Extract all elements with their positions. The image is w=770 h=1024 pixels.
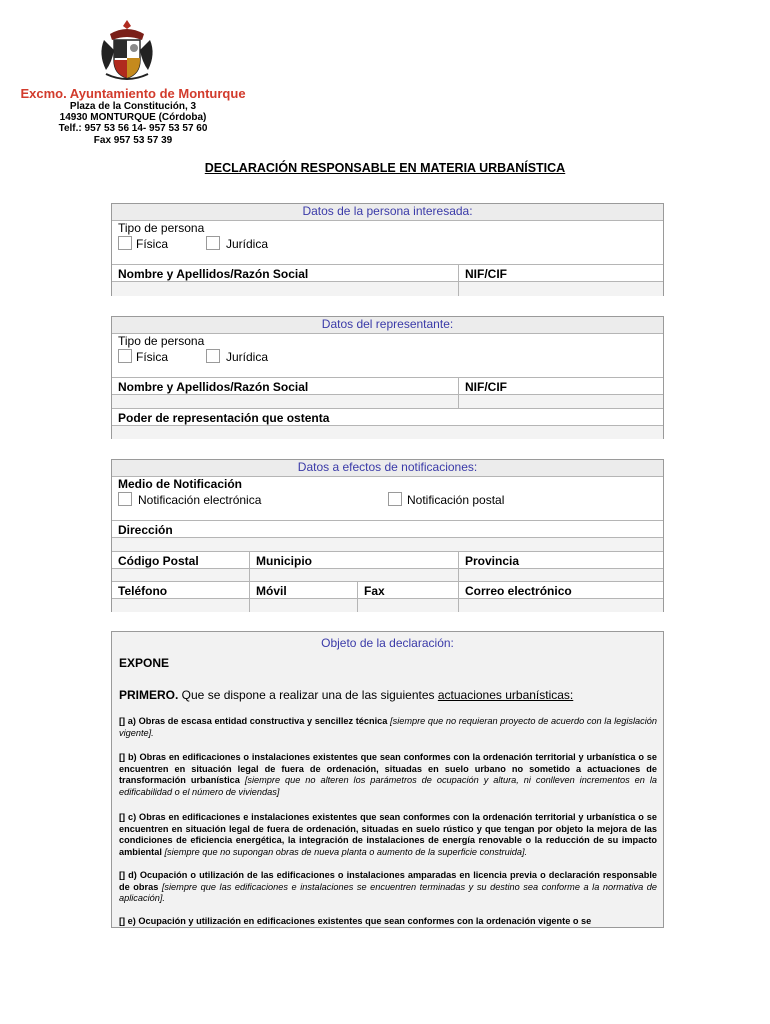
option-c-text: [] c) Obras en edificaciones e instalaciones existentes que sean conformes con la ordenación territorial y urbanística o se encuentren en situación legal de fuera de ordenación, situadas en suelo rústico y que tengan por objeto la mejora de las condiciones de eficiencia energética, la integración de instalaciones de energía renovable o la reducción de su impacto ambiental [119, 812, 657, 857]
postal-label: Notificación postal [407, 493, 505, 507]
tipo-persona-label: Tipo de persona [118, 334, 205, 348]
telefono-input-row [112, 598, 663, 612]
medio-label: Medio de Notificación [118, 477, 243, 491]
fisica-label: Física [136, 237, 169, 251]
section-heading: Datos de la persona interesada: [112, 204, 663, 221]
movil-label: Móvil [256, 584, 287, 598]
fisica-label: Física [136, 350, 169, 364]
option-d[interactable] [119, 870, 657, 905]
nombre-input-row [112, 281, 663, 296]
address-line-1: Plaza de la Constitución, 3 [69, 101, 197, 112]
option-b-text: [] b) Obras en edificaciones o instalaciones existentes que sean conformes con la ordenación territorial y urbanística o se encuentren en situación legal de fuera de ordenación, situadas en suelo urbano no sometido a actuaciones de transformación urbanística [119, 752, 657, 786]
direccion-field[interactable] [112, 537, 663, 551]
nombre-label: Nombre y Apellidos/Razón Social [118, 380, 309, 394]
correo-field[interactable] [459, 599, 664, 612]
poder-field[interactable] [112, 425, 663, 439]
telefono-label-row [112, 581, 663, 598]
option-a[interactable] [119, 716, 657, 739]
tipo-persona-label: Tipo de persona [118, 221, 205, 235]
cp-label-row [112, 551, 663, 568]
section-heading: Datos a efectos de notificaciones: [112, 460, 663, 477]
option-e-text: [] e) Ocupación y utilización en edificaciones existentes que sean conformes con la ordenación vigente o se [119, 916, 592, 926]
option-b-note: [siempre que no alteren los parámetros de ocupación y altura, ni conlleven incrementos en la edificabilidad o el número de viviendas] [119, 775, 657, 797]
nif-field[interactable] [459, 395, 664, 408]
fax-field[interactable] [358, 599, 458, 612]
nombre-field[interactable] [112, 282, 458, 296]
option-d-note: [siempre que las edificaciones e instalaciones se encuentren terminadas y su destino sea conforme a la normativa de aplicación]. [119, 881, 657, 904]
electronica-label: Notificación electrónica [138, 493, 262, 507]
nif-label: NIF/CIF [465, 267, 507, 281]
postal-checkbox[interactable] [388, 492, 402, 506]
option-e[interactable] [119, 916, 657, 928]
option-a-text: [] a) Obras de escasa entidad constructiva y sencillez técnica [119, 716, 388, 726]
telefono-field[interactable] [112, 599, 249, 612]
fax-line: Fax 957 53 57 39 [93, 135, 173, 146]
correo-label: Correo electrónico [465, 584, 572, 598]
notificaciones-section [111, 459, 664, 612]
juridica-label: Jurídica [226, 350, 269, 364]
municipio-label: Municipio [256, 554, 312, 568]
option-b[interactable] [119, 752, 657, 798]
nombre-field[interactable] [112, 395, 458, 408]
poder-label-row [112, 408, 663, 425]
primero-heading: PRIMERO. [119, 688, 179, 702]
juridica-checkbox[interactable] [206, 236, 220, 250]
provincia-label: Provincia [465, 554, 520, 568]
organization-name: Excmo. Ayuntamiento de Monturque [20, 86, 246, 101]
primero-paragraph [119, 688, 573, 702]
nombre-label: Nombre y Apellidos/Razón Social [118, 267, 309, 281]
nif-field[interactable] [459, 282, 664, 296]
telefono-label: Teléfono [118, 584, 168, 598]
section-heading: Datos del representante: [112, 317, 663, 334]
interesado-section [111, 203, 664, 296]
cp-input-row [112, 568, 663, 581]
document-title: DECLARACIÓN RESPONSABLE EN MATERIA URBANÍSTICA [204, 161, 566, 175]
nombre-label-row [112, 377, 663, 394]
option-c-note: [siempre que no supongan obras de nueva planta o aumento de la superficie construida]. [161, 846, 528, 857]
juridica-label: Jurídica [226, 237, 269, 251]
direccion-label-row [112, 520, 663, 537]
phone-line: Telf.: 957 53 56 14- 957 53 57 60 [58, 123, 208, 134]
fisica-checkbox[interactable] [118, 349, 132, 363]
objeto-section [111, 631, 664, 928]
fax-label: Fax [364, 584, 385, 598]
municipio-field[interactable] [250, 569, 458, 581]
movil-field[interactable] [250, 599, 357, 612]
direccion-label: Dirección [118, 523, 173, 537]
coat-of-arms-logo [98, 18, 156, 82]
actuaciones-link: actuaciones urbanísticas: [437, 688, 574, 702]
poder-label: Poder de representación que ostenta [118, 411, 330, 425]
provincia-field[interactable] [459, 569, 664, 581]
fisica-checkbox[interactable] [118, 236, 132, 250]
option-a-note: [siempre que no requieran proyecto de acuerdo con la legislación vigente]. [119, 716, 657, 738]
option-d-text: [] d) Ocupación o utilización de las edificaciones o instalaciones amparadas en licencia previa o declaración responsable de obras [119, 870, 657, 892]
cp-label: Código Postal [118, 554, 199, 568]
primero-text: Que se dispone a realizar una de las siguientes [178, 688, 438, 702]
section-heading: Objeto de la declaración: [321, 636, 454, 650]
expone-label: EXPONE [119, 656, 170, 670]
electronica-checkbox[interactable] [118, 492, 132, 506]
cp-field[interactable] [112, 569, 249, 581]
nombre-label-row [112, 264, 663, 281]
juridica-checkbox[interactable] [206, 349, 220, 363]
option-c[interactable] [119, 812, 657, 858]
nif-label: NIF/CIF [465, 380, 507, 394]
representante-section [111, 316, 664, 439]
nombre-input-row [112, 394, 663, 408]
address-line-2: 14930 MONTURQUE (Córdoba) [59, 112, 207, 123]
